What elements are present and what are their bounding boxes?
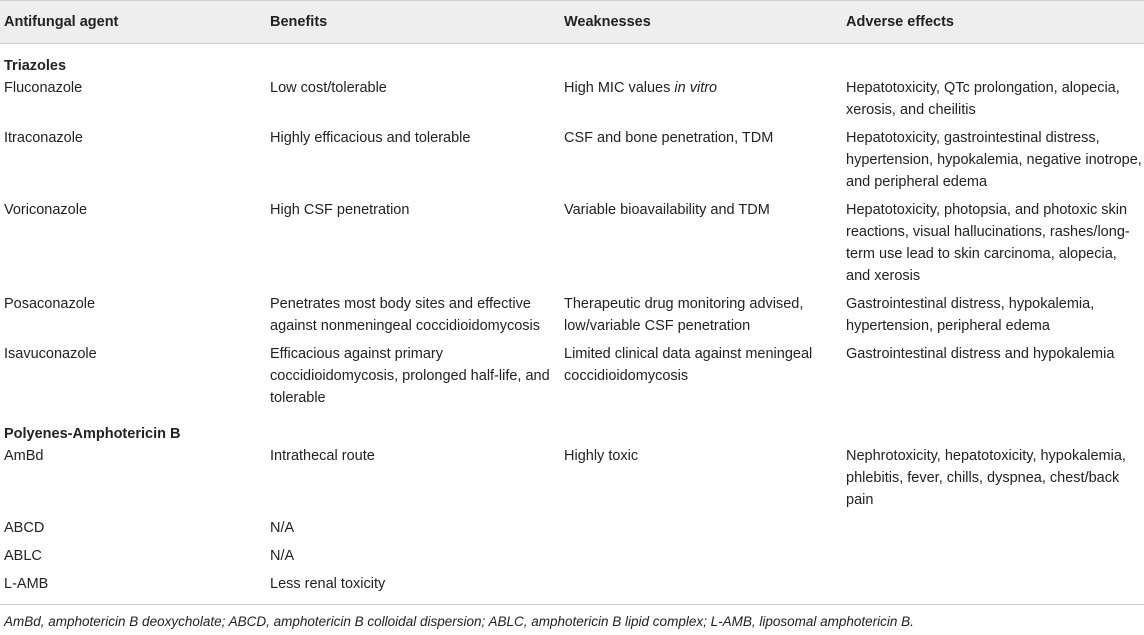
- table-row: [0, 123, 1144, 195]
- table-row: [0, 77, 1144, 123]
- agent-cell: Voriconazole: [4, 202, 88, 218]
- adverse-cell: [842, 513, 1144, 541]
- weaknesses-cell: Therapeutic drug monitoring advised, low/variable CSF penetration: [564, 296, 804, 334]
- weaknesses-cell: Variable bioavailability and TDM: [564, 202, 770, 218]
- weaknesses-cell: [560, 77, 842, 123]
- weaknesses-cell: Highly toxic: [564, 448, 639, 464]
- agent-cell: ABLC: [4, 548, 42, 564]
- weaknesses-cell: [560, 513, 842, 541]
- agent-cell: AmBd: [4, 448, 44, 464]
- adverse-cell: Gastrointestinal distress, hypokalemia, hypertension, peripheral edema: [846, 296, 1095, 334]
- weaknesses-cell: Limited clinical data against meningeal coccidioidomycosis: [564, 346, 813, 384]
- table-body: [0, 44, 1144, 605]
- benefits-cell: N/A: [270, 520, 295, 536]
- header-antifungal-agent: Antifungal agent: [0, 1, 266, 44]
- header-weaknesses: Weaknesses: [560, 1, 842, 44]
- adverse-cell: Hepatotoxicity, QTc prolongation, alopecia, xerosis, and cheilitis: [846, 80, 1120, 118]
- weaknesses-cell: [560, 541, 842, 569]
- weakness-italic-text: in vitro: [674, 80, 718, 96]
- section-row-polyenes: [0, 411, 1144, 445]
- agent-cell: L-AMB: [4, 576, 49, 592]
- weaknesses-cell: [560, 569, 842, 604]
- benefits-cell: High CSF penetration: [270, 202, 410, 218]
- adverse-cell: [842, 541, 1144, 569]
- section-row-triazoles: [0, 44, 1144, 78]
- benefits-cell: Highly efficacious and tolerable: [270, 130, 471, 146]
- benefits-cell: Penetrates most body sites and effective against nonmeningeal coccidioidomycosis: [270, 296, 541, 334]
- table-row: [0, 569, 1144, 604]
- table-row: [0, 289, 1144, 339]
- agent-cell: Posaconazole: [4, 296, 96, 312]
- adverse-cell: Hepatotoxicity, photopsia, and photoxic skin reactions, visual hallucinations, rashes/long-term use lead to skin carcinoma, alopecia, and xerosis: [846, 202, 1130, 284]
- agent-cell: Fluconazole: [4, 80, 83, 96]
- header-row: [0, 1, 1144, 44]
- table-header: [0, 1, 1144, 44]
- table-row: [0, 339, 1144, 411]
- table-row: [0, 541, 1144, 569]
- agent-cell: Itraconazole: [4, 130, 83, 146]
- weaknesses-cell: CSF and bone penetration, TDM: [564, 130, 774, 146]
- agent-cell: Isavuconazole: [4, 346, 97, 362]
- table-row: [0, 195, 1144, 289]
- benefits-cell: Less renal toxicity: [270, 576, 386, 592]
- table-row: [0, 445, 1144, 513]
- adverse-cell: [842, 569, 1144, 604]
- weakness-text: High MIC values: [564, 80, 675, 96]
- adverse-cell: Nephrotoxicity, hepatotoxicity, hypokalemia, phlebitis, fever, chills, dyspnea, chest/back pain: [846, 448, 1126, 508]
- table-row: [0, 513, 1144, 541]
- table-footnote: AmBd, amphotericin B deoxycholate; ABCD, amphotericin B colloidal dispersion; ABLC, amphotericin B lipid complex; L-AMB, liposomal amphotericin B.: [0, 604, 1144, 633]
- header-adverse-effects: Adverse effects: [842, 1, 1144, 44]
- section-title: Triazoles: [4, 58, 67, 74]
- header-benefits: Benefits: [266, 1, 560, 44]
- benefits-cell: N/A: [270, 548, 295, 564]
- benefits-cell: Low cost/tolerable: [270, 80, 387, 96]
- section-title: Polyenes-Amphotericin B: [4, 426, 181, 442]
- benefits-cell: Efficacious against primary coccidioidomycosis, prolonged half-life, and tolerable: [270, 346, 550, 406]
- agent-cell: ABCD: [4, 520, 45, 536]
- benefits-cell: Intrathecal route: [270, 448, 375, 464]
- adverse-cell: Gastrointestinal distress and hypokalemia: [846, 346, 1115, 362]
- adverse-cell: Hepatotoxicity, gastrointestinal distress, hypertension, hypokalemia, negative inotrope, and peripheral edema: [846, 130, 1142, 190]
